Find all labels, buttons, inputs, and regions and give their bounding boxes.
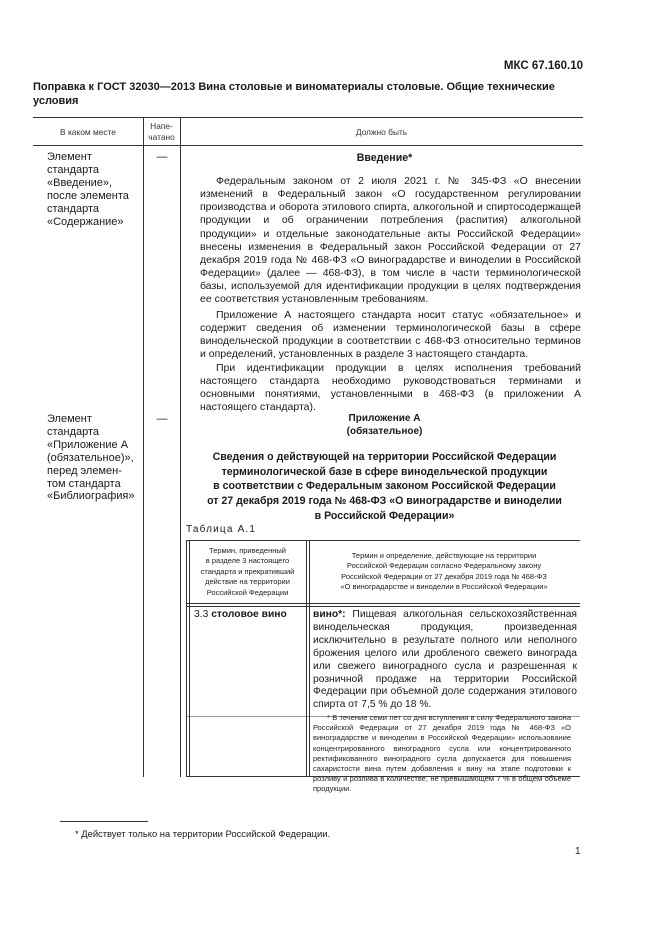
term-entry <box>194 609 287 620</box>
col-header-should-be: Должно быть <box>355 127 408 137</box>
row2-printed: — <box>156 413 168 425</box>
table-a1-label: Таблица А.1 <box>186 524 257 535</box>
inner-col-divider <box>306 540 307 776</box>
annex-title: Приложение А <box>348 413 421 424</box>
document-title: Поправка к ГОСТ 32030—2013 Вина столовые и виноматериалы столовые. Общие технические условия <box>33 81 555 107</box>
col-header-place: В каком месте <box>60 127 116 137</box>
inner-header-new-term: Термин и определение, действующие на территории Российской Федерации согласно Федеральному закону Российской Федерации от 27 декабря 2019 года № 468-ФЗ «О виноградарстве и виноделии в Российской Федерации» <box>340 551 548 592</box>
inner-table-header-border <box>186 603 580 604</box>
classification-code: МКС 67.160.10 <box>503 60 583 72</box>
table-header-border <box>33 145 583 146</box>
annex-status: (обязательное) <box>346 426 423 437</box>
page-footnote: * Действует только на территории Российской Федерации. <box>75 828 331 839</box>
col-header-printed: Напе- чатано <box>148 121 175 142</box>
intro-paragraph-1: Федеральным законом от 2 июля 2021 г. № 345-ФЗ «О внесении изменений в Федеральный закон «О государственном регулировании производства и оборота этилового спирта, алкогольной и спиртосодержащей продукции и об ограничении потребления (распития) алкогольной продукции» и отдельные законодательные акты Российской Федерации» внесены изменения в Федеральный закон Российской Федерации от 27 декабря 2019 года № 468-ФЗ «О виноградарстве и виноделии в Российской Федерации» (далее — 468-ФЗ), в том числе в части терминологической базы, используемой для идентификации продукции в целях подтверждения ее соответствия установленным требованиям. <box>200 175 581 306</box>
footnote-rule <box>60 821 148 822</box>
row2-place: Элемент стандарта «Приложение А (обязательное)», перед элемен- том стандарта «Библиография» <box>47 413 135 503</box>
introduction-heading: Введение* <box>356 152 413 164</box>
table-col-divider-1 <box>143 117 144 777</box>
row1-printed: — <box>156 151 168 163</box>
inner-table-top <box>186 540 580 541</box>
table-top-border <box>33 117 583 118</box>
inner-left-border <box>186 540 187 776</box>
intro-paragraph-3: При идентификации продукции в целях исполнения требований настоящего стандарта необходимо руководствоваться терминами и основными понятиями, установленными в 468-ФЗ (в приложении А настоящего стандарта). <box>200 362 581 414</box>
definition-block <box>313 609 577 712</box>
definition-term: вино*: <box>313 609 346 620</box>
inner-table-header-border-2 <box>186 606 580 607</box>
table-col-divider-2 <box>180 117 181 777</box>
definition-text: Пищевая алкогольная сельскохозяйственная винодельческая продукция, произведенная исключительно в результате полного или неполного брожения целого или дробленого свежего винограда или свежего виноградного сусла и разрешенная к розничной продаже на территории Российской Федерации при объемной доле содержания этилового спирта от 7,5 % до 18 %. <box>313 609 577 711</box>
page-number: 1 <box>575 846 581 857</box>
row1-place: Элемент стандарта «Введение», после элемента стандарта «Содержание» <box>47 151 129 228</box>
annex-heading: Сведения о действующей на территории Российской Федерации терминологической базе в сфере винодельческой продукции в соответствии с Федеральным законом Российской Федерации от 27 декабря 2019 года № 468-ФЗ «О виноградарстве и виноделии в Российской Федерации» <box>207 451 562 522</box>
term-number: 3.3 <box>194 609 209 620</box>
intro-paragraph-2: Приложение А настоящего стандарта носит статус «обязательное» и содержит сведения об изменении терминологической базы в сфере винодельческой продукции в соответствии с 468-ФЗ относительно терминов и определений, установленных в разделе 3 настоящего стандарта. <box>200 309 581 361</box>
inner-header-old-term: Термин, приведенный в разделе 3 настоящего стандарта и прекративший действие на территории Российской Федерации <box>200 546 295 597</box>
definition-note: * В течение семи лет со дня вступления в силу Федерального закона Российской Федерации от 27 декабря 2019 года № 468-ФЗ «О виноградарстве и виноделии в Российской Федерации» использование концентрированного виноградного сусла или концентрированного ректификованного виноградного сусла допускается для повышения сахаристости вина путем добавления к вину на этапе подготовки к розливу и розлива в количестве, не превышающем 7 % в общем объеме продукции. <box>313 713 571 794</box>
term-name: столовое вино <box>211 609 287 620</box>
